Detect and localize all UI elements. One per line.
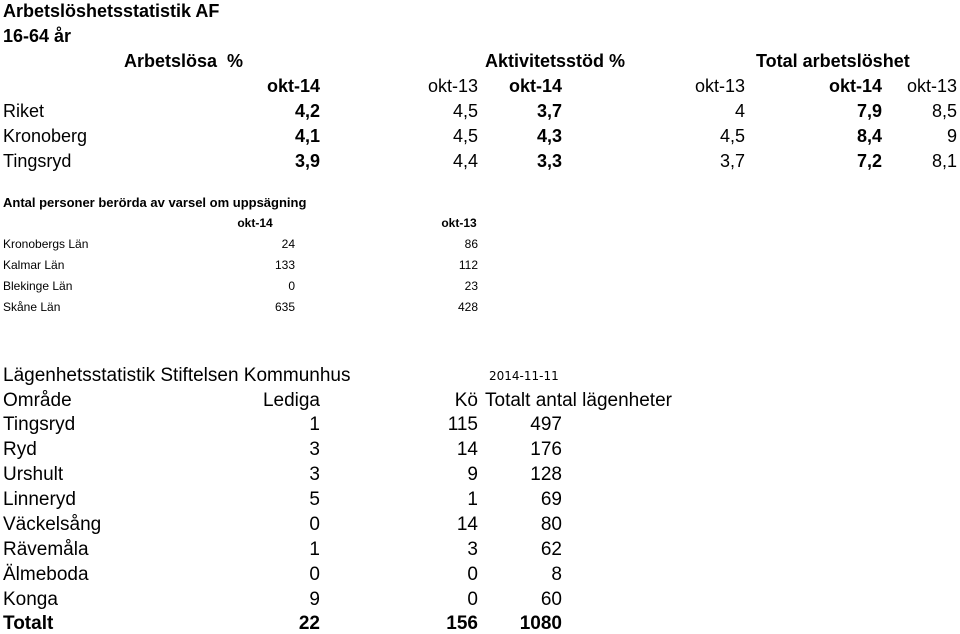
af-title: Arbetslöshetsstatistik AF (3, 1, 220, 21)
value-cell: 4,4 (452, 151, 478, 171)
value-cell: 23 (464, 279, 478, 293)
value-cell: 24 (281, 237, 295, 251)
total-value: 1080 (519, 613, 562, 634)
area-name: Väckelsång (3, 514, 102, 535)
header-ko: Kö (454, 390, 478, 411)
value-cell: 8 (551, 564, 562, 585)
period-header: okt-13 (427, 76, 478, 96)
value-cell: 3 (309, 439, 320, 460)
varsel-title: Antal personer berörda av varsel om uppsägning (3, 195, 307, 210)
value-cell: 14 (456, 514, 478, 535)
value-cell: 3 (309, 464, 320, 485)
value-cell: 0 (309, 564, 320, 585)
group-header-arbetslosa: Arbetslösa % (124, 51, 244, 71)
value-cell: 115 (447, 414, 478, 435)
area-name: Tingsryd (3, 414, 76, 435)
value-cell: 428 (457, 300, 478, 314)
area-name: Konga (3, 589, 58, 610)
region-name: Kronoberg (3, 126, 88, 146)
county-name: Blekinge Län (3, 279, 73, 293)
value-cell: 8,1 (931, 151, 957, 171)
value-cell: 62 (540, 539, 562, 560)
period-header: okt-13 (694, 76, 745, 96)
county-name: Skåne Län (3, 300, 61, 314)
value-cell: 5 (309, 489, 320, 510)
value-cell: 9 (309, 589, 320, 610)
value-cell: 0 (467, 589, 478, 610)
value-cell: 0 (467, 564, 478, 585)
period-header: okt-14 (508, 76, 562, 96)
value-cell: 4,5 (452, 101, 478, 121)
value-cell: 4,5 (452, 126, 478, 146)
area-name: Urshult (3, 464, 64, 485)
value-cell: 4 (734, 101, 745, 121)
value-cell: 176 (530, 439, 562, 460)
varsel-period-header: okt-13 (441, 216, 477, 230)
value-cell: 635 (274, 300, 295, 314)
value-cell: 4,2 (294, 101, 320, 121)
area-name: Rävemåla (3, 539, 89, 560)
group-header-aktivitetsstod: Aktivitetsstöd % (485, 51, 626, 71)
varsel-period-header: okt-14 (237, 216, 273, 230)
group-header-total: Total arbetslöshet (756, 51, 910, 71)
value-cell: 0 (288, 279, 295, 293)
value-cell: 3 (467, 539, 478, 560)
total-value: 22 (298, 613, 320, 634)
af-subtitle: 16-64 år (3, 26, 72, 46)
value-cell: 0 (309, 514, 320, 535)
value-cell: 1 (309, 539, 320, 560)
value-cell: 7,2 (856, 151, 882, 171)
period-header: okt-14 (828, 76, 882, 96)
value-cell: 4,1 (294, 126, 320, 146)
value-cell: 9 (467, 464, 478, 485)
header-omrade: Område (3, 390, 72, 411)
value-cell: 8,5 (931, 101, 957, 121)
value-cell: 80 (540, 514, 562, 535)
region-name: Tingsryd (3, 151, 72, 171)
value-cell: 4,3 (536, 126, 562, 146)
period-header: okt-14 (266, 76, 320, 96)
value-cell: 7,9 (856, 101, 882, 121)
value-cell: 133 (274, 258, 295, 272)
total-label: Totalt (3, 613, 54, 634)
header-lediga: Lediga (262, 390, 320, 411)
value-cell: 60 (540, 589, 562, 610)
county-name: Kronobergs Län (3, 237, 89, 251)
value-cell: 4,5 (719, 126, 745, 146)
value-cell: 3,3 (536, 151, 562, 171)
value-cell: 497 (530, 414, 562, 435)
county-name: Kalmar Län (3, 258, 65, 272)
value-cell: 9 (946, 126, 957, 146)
lgh-title: Lägenhetsstatistik Stiftelsen Kommunhus (3, 365, 351, 386)
area-name: Linneryd (3, 489, 76, 510)
value-cell: 3,7 (536, 101, 562, 121)
region-name: Riket (3, 101, 45, 121)
total-value: 156 (446, 613, 478, 634)
lgh-date: 2014-11-11 (489, 369, 559, 383)
value-cell: 86 (464, 237, 478, 251)
value-cell: 14 (456, 439, 478, 460)
period-header: okt-13 (906, 76, 957, 96)
value-cell: 3,7 (719, 151, 745, 171)
area-name: Älmeboda (3, 564, 89, 585)
value-cell: 128 (530, 464, 562, 485)
value-cell: 1 (309, 414, 320, 435)
header-totalt: Totalt antal lägenheter (485, 390, 672, 411)
value-cell: 8,4 (856, 126, 882, 146)
area-name: Ryd (3, 439, 37, 460)
value-cell: 1 (467, 489, 478, 510)
value-cell: 112 (458, 258, 478, 272)
value-cell: 3,9 (294, 151, 320, 171)
value-cell: 69 (540, 489, 562, 510)
